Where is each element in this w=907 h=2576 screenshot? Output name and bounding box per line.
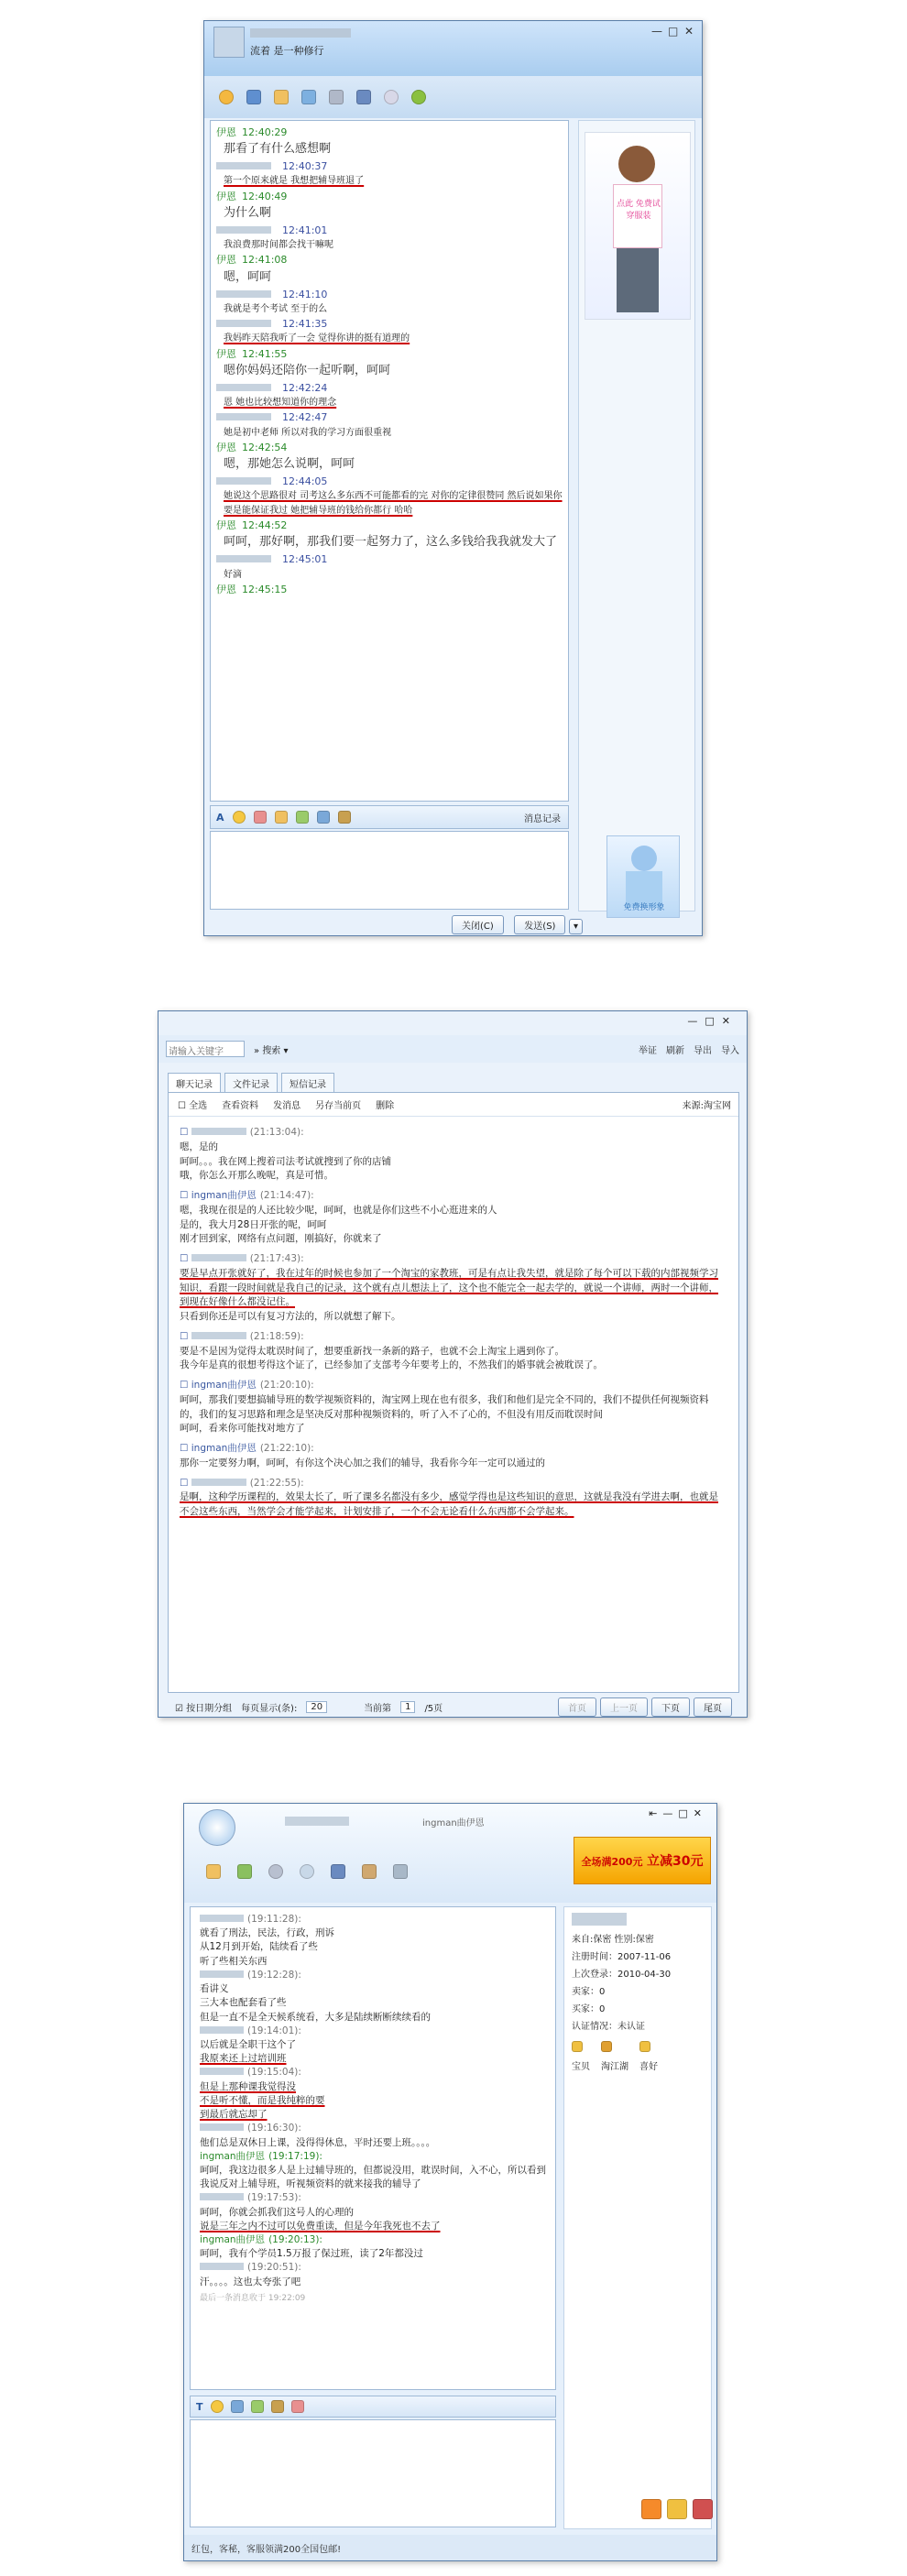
message-line: 就看了刑法，民法，行政，刑诉 (200, 1927, 334, 1939)
message-header (216, 316, 563, 332)
sender-name-redacted (200, 1915, 244, 1922)
message-time: 12:41:08 (242, 254, 288, 267)
message-time: 12:41:01 (282, 224, 328, 236)
message-body: 我就是考个考试 至于的么 (224, 303, 328, 314)
remote-icon[interactable] (329, 90, 344, 104)
source-label: 来源:淘宝网 (682, 1101, 731, 1111)
items-label: 宝贝 (572, 2062, 590, 2072)
items-icon (572, 2041, 583, 2052)
message-header (216, 223, 563, 238)
promo-text-2: 立减30元 (647, 1854, 704, 1869)
entry-header (180, 1189, 727, 1204)
sender-name: 伊恩 (216, 442, 236, 454)
prev-page-button[interactable]: 上一页 (600, 1697, 648, 1717)
message-time: 12:41:55 (242, 347, 288, 360)
sender-name-redacted (216, 477, 271, 485)
entry-checkbox[interactable]: ☐ (180, 1253, 191, 1264)
chat-header (184, 1804, 716, 1903)
bottom-icons (641, 2499, 713, 2519)
entry-checkbox[interactable]: ☐ (180, 1477, 191, 1489)
first-page-button[interactable]: 首页 (558, 1697, 596, 1717)
message-body: 那看了有什么感想啊 (224, 142, 332, 157)
message-header (200, 2261, 546, 2275)
search-input[interactable]: 请输入关键字 (166, 1041, 245, 1057)
sender-name-redacted (200, 2026, 244, 2034)
message-line: 呵呵，你就会抓我们这号人的心理的 (200, 2206, 354, 2218)
info-line: 卖家：0 (572, 1987, 606, 1997)
entry-checkbox[interactable]: ☐ (180, 1190, 191, 1201)
entry-checkbox[interactable]: ☐ (180, 1380, 191, 1391)
message-time: (19:20:51): (247, 2262, 301, 2274)
message-time: 12:40:49 (242, 190, 288, 202)
change-avatar-label[interactable]: 免费换形象 (623, 903, 665, 912)
message-header (200, 2025, 546, 2038)
sender-name-redacted (200, 2068, 244, 2075)
entry-line: 呵呵。。。我在网上搜着司法考试就搜到了你的店铺 (180, 1155, 391, 1167)
entry-checkbox[interactable]: ☐ (180, 1330, 191, 1342)
sender-name: 伊恩 (216, 126, 236, 138)
contact-info (572, 1931, 704, 2036)
entry-time: (21:18:59): (249, 1330, 304, 1342)
message-time: (19:14:01): (247, 2025, 301, 2036)
sender-name: ingman曲伊恩 (191, 1380, 257, 1391)
screenshot-icon[interactable] (251, 2400, 264, 2413)
image-icon[interactable] (231, 2400, 244, 2413)
entry-header (180, 1379, 727, 1393)
search-label: 搜索 (262, 1045, 281, 1056)
message-line: 但是一直不是全天候系统看，大多是陆续断断续续看的 (200, 2011, 431, 2023)
message-header (216, 380, 563, 396)
image-icon[interactable] (237, 1864, 252, 1879)
page-label: 当前第 (364, 1703, 392, 1714)
entry-line: 要是不是因为觉得太耽误时间了，想要重新找一条新的路子，也就不会上淘宝上遇到你了。 (180, 1345, 564, 1357)
maximize-icon[interactable]: □ (668, 25, 679, 38)
close-icon[interactable]: ✕ (721, 1015, 738, 1027)
message-header (216, 518, 563, 533)
send-message-button[interactable]: 发消息 (273, 1101, 301, 1111)
tab-bar (168, 1073, 334, 1093)
message-header (200, 2191, 546, 2205)
community-icon (601, 2041, 612, 2052)
chat-window-2 (183, 1803, 717, 2561)
select-all-label: 全选 (189, 1101, 208, 1111)
entry-header (180, 1126, 727, 1141)
page-total: /5页 (424, 1703, 443, 1714)
sender-name: 伊恩 (216, 254, 236, 267)
avatar[interactable] (213, 27, 245, 58)
message-header (200, 1913, 546, 1927)
sender-name-redacted (216, 226, 271, 234)
info-line: 买家：0 (572, 2004, 606, 2014)
message-header (216, 474, 563, 489)
voice-icon[interactable] (246, 90, 261, 104)
contact-name-redacted (285, 1817, 349, 1826)
per-page-input[interactable]: 20 (306, 1701, 327, 1713)
message-body: 嗯，那她怎么说啊，呵呵 (224, 457, 355, 472)
emoji-icon[interactable] (211, 2400, 224, 2413)
message-time: (19:15:04): (247, 2067, 301, 2079)
promo-banner[interactable] (574, 1837, 711, 1884)
pager (168, 1697, 739, 1717)
info-line: 认证情况：未认证 (572, 2022, 645, 2032)
sender-name-redacted (216, 162, 271, 169)
my-avatar[interactable] (606, 835, 680, 918)
window-controls (687, 1015, 738, 1027)
sender-name-redacted (191, 1332, 246, 1339)
input-toolbar (210, 805, 569, 829)
contact-name-redacted (572, 1913, 627, 1926)
export-button[interactable]: 导出 (694, 1045, 712, 1056)
message-body: 恩 她也比较想知道你的理念 (224, 397, 337, 408)
tab-file-history[interactable]: 文件记录 (224, 1073, 278, 1093)
message-time: (19:11:28): (247, 1914, 301, 1925)
message-line: 他们总是双休日上课，没得得休息，平时还要上班。。。。 (200, 2136, 436, 2148)
toolbar (204, 76, 702, 118)
avatar-head (631, 846, 657, 871)
message-time: 12:41:10 (282, 288, 328, 300)
delete-button[interactable]: 删除 (376, 1101, 395, 1111)
entry-line: 那你一定要努力啊，呵呵，有你这个决心加之我们的辅导，我看你今年一定可以通过的 (180, 1457, 545, 1468)
search-button[interactable]: » 搜索 ▾ (254, 1045, 289, 1056)
close-button[interactable]: 关闭(C) (452, 915, 504, 934)
per-page-label: 每页显示(条): (241, 1703, 298, 1714)
avatar-legs (617, 248, 659, 312)
message-header (216, 409, 563, 425)
message-body: 呵呵，那好啊，那我们要一起努力了，这么多钱给我我就发大了 (224, 535, 558, 550)
message-time: (19:16:30): (247, 2123, 301, 2134)
gift-box-icon[interactable] (693, 2499, 713, 2519)
message-body: 第一个原来就是 我想把辅导班退了 (224, 176, 365, 187)
message-line: 呵呵，我这边很多人是上过辅导班的，但都说没用，耽误时间，入不心，所以看到我说反对上辅导班，听视频资料的就来接我的辅导了 (200, 2164, 546, 2190)
history-button[interactable]: 消息记录 (524, 813, 561, 824)
toolbar (206, 1864, 408, 1879)
select-all-checkbox[interactable]: ☐ 全选 (178, 1101, 208, 1111)
tab-sms-history[interactable]: 短信记录 (281, 1073, 334, 1093)
contact-info-panel (563, 1906, 712, 2529)
send-button[interactable]: 发送(S) (514, 915, 565, 934)
message-body: 为什么啊 (224, 205, 272, 220)
message-time: 12:40:29 (242, 126, 288, 138)
sender-name: ingman曲伊恩 (191, 1190, 257, 1201)
minimize-icon[interactable]: — (687, 1015, 705, 1027)
shortcut-icons (572, 2041, 704, 2076)
promo-text-1: 全场满200元 (581, 1856, 643, 1868)
message-time: 12:44:52 (242, 519, 288, 532)
message-time: 12:42:24 (282, 381, 328, 394)
message-header (200, 2066, 546, 2079)
sender-name-redacted (216, 384, 271, 391)
shake-icon[interactable] (271, 2400, 284, 2413)
message-header (200, 2233, 546, 2247)
sender-name-redacted (216, 413, 271, 420)
sender-name: 伊恩 (216, 347, 236, 360)
message-time: (19:12:28): (247, 1969, 301, 1981)
more-icon[interactable] (411, 90, 426, 104)
entry-checkbox[interactable]: ☐ (180, 1443, 191, 1454)
file-icon[interactable] (274, 90, 289, 104)
emoji-icon[interactable] (233, 811, 246, 824)
window-controls (649, 1807, 707, 1819)
search-bar (158, 1035, 747, 1063)
message-body: 嗯你妈妈还陪你一起听啊，呵呵 (224, 363, 391, 377)
refresh-button[interactable]: 刷新 (666, 1045, 684, 1056)
info-line: 来自:保密 性别:保密 (572, 1935, 654, 1945)
message-body: 嗯，呵呵 (224, 269, 272, 284)
tab-chat-history[interactable]: 聊天记录 (168, 1073, 221, 1093)
try-clothes-label[interactable]: 点此 免费试穿服装 (617, 200, 661, 221)
message-time: 12:41:35 (282, 318, 328, 331)
entry-line: 是的，我大月28日开张的呢，呵呵 (180, 1218, 327, 1230)
minimize-icon[interactable]: — (662, 1807, 679, 1819)
history-toolbar (169, 1093, 738, 1117)
contact-title: ingman曲伊恩 (422, 1818, 485, 1828)
message-header (216, 252, 563, 267)
message-line: 到最后就忘却了 (200, 2109, 268, 2121)
message-line: 三大本也配套看了些 (200, 1997, 287, 2009)
message-line: 但是上那种课我觉得没 (200, 2080, 296, 2092)
community-label: 淘江湖 (601, 2062, 628, 2072)
history-icon[interactable] (331, 1864, 345, 1879)
message-header (200, 2150, 546, 2164)
message-body: 她说这个思路很对 司考这么多东西不可能都看的完 对你的定律很赞同 然后说如果你要是能保证我过 她把辅导班的钱给你都行 哈哈 (224, 491, 563, 516)
settings-icon[interactable] (384, 90, 399, 104)
message-input[interactable] (190, 2419, 556, 2527)
message-header (216, 189, 563, 204)
gift-icon[interactable] (291, 2400, 304, 2413)
message-time: 12:42:47 (282, 411, 328, 424)
message-line: 汗。。。。这也太夸张了吧 (200, 2276, 301, 2287)
message-body: 她是初中老师 所以对我的学习方面很重视 (224, 427, 392, 438)
shop-icon[interactable] (362, 1864, 377, 1879)
chat-window-1 (203, 20, 703, 936)
entry-time: (21:20:10): (259, 1380, 314, 1391)
top-actions (639, 1042, 739, 1056)
show-avatar[interactable] (585, 132, 691, 320)
minimize-icon[interactable]: — (651, 25, 662, 38)
close-icon[interactable]: ✕ (693, 1807, 707, 1819)
message-header (200, 2122, 546, 2135)
message-body: 好滴 (224, 569, 242, 580)
history-log (169, 1117, 738, 1523)
page-nav (558, 1697, 732, 1717)
entry-line: 我今年是真的很想考得这个证了，已经参加了支部考今年要考上的，不然我们的婚事就会被耽误了。 (180, 1359, 603, 1371)
group-by-date-checkbox[interactable]: ☑ 按日期分组 (175, 1703, 233, 1714)
items-shortcut[interactable] (572, 2041, 590, 2076)
info-line: 上次登录：2010-04-30 (572, 1970, 672, 1980)
entry-header (180, 1477, 727, 1491)
message-line: 从12月到开始，陆续看了些 (200, 1941, 318, 1953)
history-panel (168, 1092, 739, 1693)
info-line: 注册时间：2007-11-06 (572, 1952, 672, 1962)
message-body: 我浪费那时间都会找干嘛呢 (224, 239, 333, 250)
entry-line: 只看到你还是可以有复习方法的，所以就想了解下。 (180, 1311, 401, 1322)
message-header (216, 125, 563, 140)
entry-line: 是啊，这种学历课程的，效果太长了，听了课多名都没有多少，感觉学得也是这些知识的意思，这就是我没有学进去啊，也就是不会这些东西，当然学会才能学起来，计划安排了，一个不会无论看什么东西都不会学起来。 (180, 1491, 718, 1517)
likes-label: 喜好 (639, 2062, 658, 2072)
message-header (216, 287, 563, 302)
sender-name-redacted (200, 2123, 244, 2131)
entry-time: (21:17:43): (249, 1253, 304, 1264)
sender-name: ingman曲伊恩 (191, 1443, 257, 1454)
entry-header (180, 1442, 727, 1457)
sender-name-redacted (191, 1128, 246, 1135)
message-line: 不是听不懂，而是我纯粹的要 (200, 2094, 325, 2106)
community-shortcut[interactable] (601, 2041, 628, 2076)
title-bar (204, 21, 702, 76)
video-icon[interactable] (219, 90, 234, 104)
entry-line: 哦，你怎么开那么晚呢，真是可惜。 (180, 1170, 333, 1182)
contact-name-redacted (250, 28, 351, 38)
message-header (216, 551, 563, 567)
font-icon[interactable]: A (216, 811, 224, 824)
sender-name: ingman曲伊恩 (200, 2234, 266, 2246)
entry-header (180, 1330, 727, 1345)
message-line: 听了些相关东西 (200, 1955, 268, 1967)
sender-name: 伊恩 (216, 519, 236, 532)
last-message-note: 最后一条消息收于 19:22:09 (200, 2293, 306, 2303)
likes-shortcut[interactable] (639, 2041, 658, 2076)
file-icon[interactable] (206, 1864, 221, 1879)
message-time: 12:45:15 (242, 584, 288, 595)
group-icon[interactable] (356, 90, 371, 104)
app-icon[interactable] (301, 90, 316, 104)
message-line: 以后就是全职干这个了 (200, 2038, 296, 2050)
message-line: 看讲义 (200, 1983, 229, 1995)
avatar-head (618, 146, 655, 182)
entry-time: (21:22:10): (259, 1443, 314, 1454)
avatar[interactable] (199, 1809, 235, 1846)
more-icon[interactable] (393, 1864, 408, 1879)
entry-time: (21:13:04): (249, 1127, 304, 1138)
page-input[interactable]: 1 (400, 1701, 415, 1713)
sender-name-redacted (216, 290, 271, 298)
taobao-icon[interactable] (641, 2499, 661, 2519)
report-button[interactable]: 举证 (639, 1045, 657, 1056)
star-icon[interactable] (667, 2499, 687, 2519)
send-options-icon[interactable]: ▾ (569, 919, 583, 934)
contact-signature: 流着 是一种修行 (250, 45, 324, 57)
sender-name: 伊恩 (216, 190, 236, 202)
music-icon[interactable] (338, 811, 351, 824)
entry-line: 呵呵，看来你可能找对地方了 (180, 1423, 305, 1435)
entry-line: 刚才回到家，网络有点问题，刚搞好，你就来了 (180, 1233, 382, 1245)
group-by-date-label: 按日期分组 (186, 1703, 233, 1714)
message-header (216, 582, 563, 597)
font-icon[interactable]: T (196, 2400, 203, 2413)
message-line: 呵呵，我有个学员1.5万报了保过班，读了2年都没过 (200, 2248, 423, 2260)
sender-name-redacted (191, 1254, 246, 1261)
message-time: (19:17:19): (268, 2150, 322, 2162)
contact-sidebar (578, 120, 695, 911)
likes-icon (639, 2041, 650, 2052)
message-list (210, 120, 569, 802)
sender-name-redacted (191, 1479, 246, 1486)
next-page-button[interactable]: 下页 (651, 1697, 690, 1717)
message-input[interactable] (210, 831, 569, 910)
message-body: 我妈昨天陪我听了一会 觉得你讲的挺有道理的 (224, 333, 410, 344)
sender-name-redacted (200, 2193, 244, 2200)
video-icon[interactable] (300, 1864, 314, 1879)
message-header (216, 346, 563, 362)
message-time: 12:42:54 (242, 442, 288, 454)
entry-line: 嗯，我现在很是的人还比较少呢，呵呵，也就是你们这些不小心逛进来的人 (180, 1204, 497, 1216)
message-time: 12:40:37 (282, 160, 328, 173)
sender-name-redacted (200, 2263, 244, 2270)
message-time: (19:20:13): (268, 2234, 322, 2246)
entry-line: 呵呵，那我们要想搞辅导班的数学视频资料的，淘宝网上现在也有很多，我们和他们是完全不同的，我们不提供任何视频资料的，我们的复习思路和理念是坚决反对那种视频资料的，听了入不了心的，不但没有用反而耽误时间 (180, 1393, 709, 1420)
screenshot-icon[interactable] (296, 811, 309, 824)
sender-name-redacted (216, 320, 271, 327)
sender-name: ingman曲伊恩 (200, 2150, 266, 2162)
entry-checkbox[interactable]: ☐ (180, 1127, 191, 1138)
shake-icon[interactable] (275, 811, 288, 824)
maximize-icon[interactable]: □ (705, 1015, 722, 1027)
sender-name-redacted (200, 1970, 244, 1978)
bottom-buttons (452, 915, 583, 934)
entry-time: (21:14:47): (259, 1190, 314, 1201)
message-header (216, 158, 563, 174)
close-icon[interactable]: ✕ (684, 25, 694, 38)
message-line: 我原来还上过培训班 (200, 2053, 287, 2065)
entry-line: 要是早点开张就好了，我在过年的时候也参加了一个淘宝的家教班，可是有点让我失望，就是除了每个可以下载的内部视频学习知识，看跟一段时间就是我自己的记录，这个就有点儿想法上了，这个也不能完全一起去学的，就说一个讲师，两时一个讲师，到现在好像什么都没记住。 (180, 1267, 718, 1308)
status-bar (184, 2535, 716, 2560)
maximize-icon[interactable]: □ (678, 1807, 694, 1819)
message-line: 说是三年之内不过可以免费重读，但是今年我死也不去了 (200, 2220, 441, 2232)
status-text: 红包，客秘，客服领满200全国包邮! (191, 2544, 342, 2555)
pin-icon[interactable]: ⇤ (649, 1807, 663, 1819)
message-time: (19:17:53): (247, 2192, 301, 2204)
input-toolbar (190, 2396, 556, 2418)
message-header (200, 1969, 546, 1982)
view-profile-button[interactable]: 查看资料 (222, 1101, 259, 1111)
save-page-button[interactable]: 另存当前页 (315, 1101, 362, 1111)
voice-icon[interactable] (268, 1864, 283, 1879)
message-time: 12:45:01 (282, 553, 328, 566)
message-list (190, 1906, 556, 2390)
sender-name-redacted (216, 555, 271, 562)
gift-icon[interactable] (254, 811, 267, 824)
message-time: 12:44:05 (282, 475, 328, 488)
last-page-button[interactable]: 尾页 (694, 1697, 732, 1717)
import-button[interactable]: 导入 (721, 1045, 739, 1056)
entry-time: (21:22:55): (249, 1477, 304, 1489)
entry-header (180, 1252, 727, 1267)
image-icon[interactable] (317, 811, 330, 824)
message-header (216, 440, 563, 455)
entry-line: 嗯，是的 (180, 1141, 218, 1152)
history-window (158, 1010, 748, 1718)
sender-name: 伊恩 (216, 584, 236, 595)
